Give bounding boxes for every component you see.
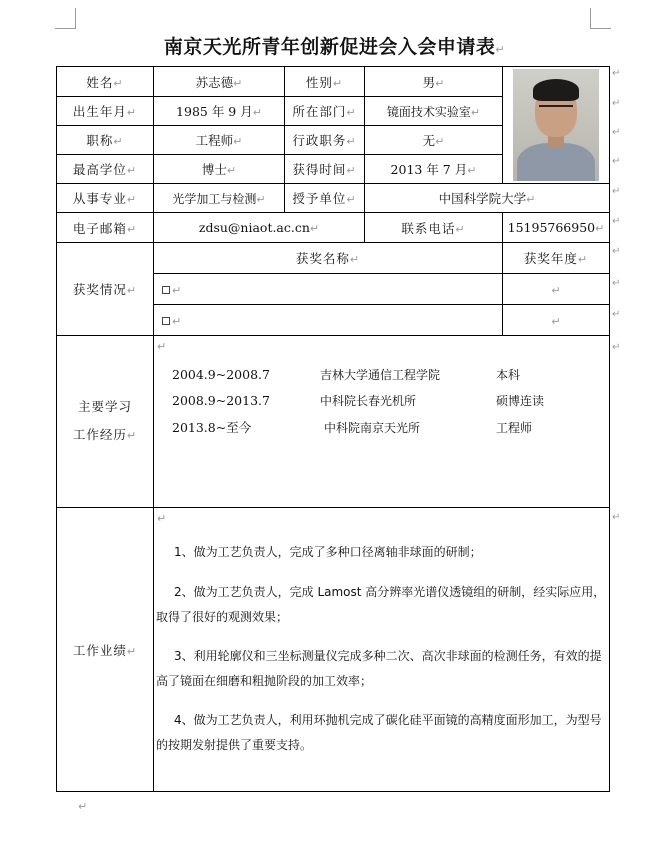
row-end-mark: ↵ bbox=[612, 216, 621, 227]
row-end-mark: ↵ bbox=[612, 278, 621, 289]
row-end-mark: ↵ bbox=[612, 98, 621, 109]
award-2-year[interactable]: ↵ bbox=[503, 305, 610, 336]
crop-mark-top-right bbox=[590, 8, 611, 29]
label-phone: 联系电话↵ bbox=[365, 213, 503, 243]
value-dept[interactable]: 镜面技术实验室↵ bbox=[365, 97, 503, 126]
value-major[interactable]: 光学加工与检测↵ bbox=[154, 184, 285, 213]
paragraph-mark-icon: ↵ bbox=[78, 800, 88, 813]
row-end-mark: ↵ bbox=[612, 342, 621, 353]
label-admin: 行政职务↵ bbox=[285, 126, 365, 155]
form-title-text: 南京天光所青年创新促进会入会申请表 bbox=[163, 36, 496, 58]
header-award-name: 获奖名称↵ bbox=[154, 243, 503, 274]
label-birth: 出生年月↵ bbox=[57, 97, 154, 126]
row-end-mark: ↵ bbox=[612, 127, 621, 138]
experience-row: 2004.9~2008.7 吉林大学通信工程学院 本科 bbox=[172, 367, 521, 382]
bullet-square-icon bbox=[162, 317, 170, 325]
value-email[interactable]: zdsu@niaot.ac.cn↵ bbox=[154, 213, 365, 243]
performance-content[interactable]: ↵ 1、做为工艺负责人，完成了多种口径离轴非球面的研制； 2、做为工艺负责人，完成 Lamost 高分辨率光谱仪透镜组的研制，经实际应用，取得了很好的观测效果； 3、利用轮廓仪和三坐标测量仪完成多种二次、高次非球面的检测任务，有效的提高了镜面在细磨和粗抛阶段的加工效率； 4、做为工艺负责人，利用环抛机完成了碳化硅平面镜的高精度面形加工，为型号的按期发射提供了重要支持。 bbox=[154, 508, 610, 792]
row-end-mark: ↵ bbox=[612, 68, 621, 79]
experience-row: 2008.9~2013.7 中科院长春光机所 硕博连读 bbox=[172, 393, 545, 408]
row-contact bbox=[57, 213, 610, 243]
value-title[interactable]: 工程师↵ bbox=[154, 126, 285, 155]
row-end-mark: ↵ bbox=[612, 512, 621, 523]
row-end-mark: ↵ bbox=[612, 186, 621, 197]
value-degree[interactable]: 博士↵ bbox=[154, 155, 285, 184]
value-name[interactable]: 苏志德↵ bbox=[154, 67, 285, 97]
experience-content[interactable]: ↵ 2004.9~2008.7 吉林大学通信工程学院 本科 2008.9~2013.7 中科院长春光机所 硕博连读 2013.8~至今 中科院南京天光所 工程师 bbox=[154, 336, 610, 508]
row-performance bbox=[57, 508, 610, 792]
paragraph-mark-icon: ↵ bbox=[495, 43, 506, 56]
performance-item: 3、利用轮廓仪和三坐标测量仪完成多种二次、高次非球面的检测任务，有效的提高了镜面在细磨和粗抛阶段的加工效率； bbox=[156, 649, 602, 688]
label-name: 姓名↵ bbox=[57, 67, 154, 97]
row-major bbox=[57, 184, 610, 213]
label-performance: 工作业绩↵ bbox=[57, 508, 154, 792]
row-name bbox=[57, 67, 610, 97]
award-1-year[interactable]: ↵ bbox=[503, 274, 610, 305]
application-form-table bbox=[56, 66, 610, 792]
applicant-photo bbox=[513, 69, 599, 181]
performance-item: 4、做为工艺负责人，利用环抛机完成了碳化硅平面镜的高精度面形加工，为型号的按期发射提供了重要支持。 bbox=[156, 713, 602, 752]
row-experience bbox=[57, 336, 610, 508]
label-dept: 所在部门↵ bbox=[285, 97, 365, 126]
label-obtained: 获得时间↵ bbox=[285, 155, 365, 184]
performance-item: 1、做为工艺负责人，完成了多种口径离轴非球面的研制； bbox=[174, 545, 482, 559]
label-major: 从事专业↵ bbox=[57, 184, 154, 213]
crop-mark-top-left bbox=[55, 8, 76, 29]
label-awards: 获奖情况↵ bbox=[57, 243, 154, 336]
label-grantor: 授予单位↵ bbox=[285, 184, 365, 213]
label-title: 职称↵ bbox=[57, 126, 154, 155]
header-award-year: 获奖年度↵ bbox=[503, 243, 610, 274]
value-grantor[interactable]: 中国科学院大学↵ bbox=[365, 184, 610, 213]
label-degree: 最高学位↵ bbox=[57, 155, 154, 184]
bullet-square-icon bbox=[162, 286, 170, 294]
value-admin[interactable]: 无↵ bbox=[365, 126, 503, 155]
value-gender[interactable]: 男↵ bbox=[365, 67, 503, 97]
value-phone[interactable]: 15195766950↵ bbox=[503, 213, 610, 243]
row-awards-header bbox=[57, 243, 610, 274]
row-end-mark: ↵ bbox=[612, 156, 621, 167]
photo-cell bbox=[503, 67, 610, 184]
row-end-mark: ↵ bbox=[612, 246, 621, 257]
row-end-mark: ↵ bbox=[612, 309, 621, 320]
label-email: 电子邮箱↵ bbox=[57, 213, 154, 243]
performance-item: 2、做为工艺负责人，完成 Lamost 高分辨率光谱仪透镜组的研制，经实际应用，取得了很好的观测效果； bbox=[156, 585, 606, 624]
value-obtained[interactable]: 2013 年 7 月↵ bbox=[365, 155, 503, 184]
experience-row: 2013.8~至今 中科院南京天光所 工程师 bbox=[172, 420, 533, 435]
label-gender: 性别↵ bbox=[285, 67, 365, 97]
value-birth[interactable]: 1985 年 9 月↵ bbox=[154, 97, 285, 126]
award-2-name[interactable]: ↵ bbox=[154, 305, 503, 336]
award-1-name[interactable]: ↵ bbox=[154, 274, 503, 305]
form-title bbox=[0, 32, 669, 59]
label-experience: 主要学习 工作经历↵ bbox=[57, 336, 154, 508]
